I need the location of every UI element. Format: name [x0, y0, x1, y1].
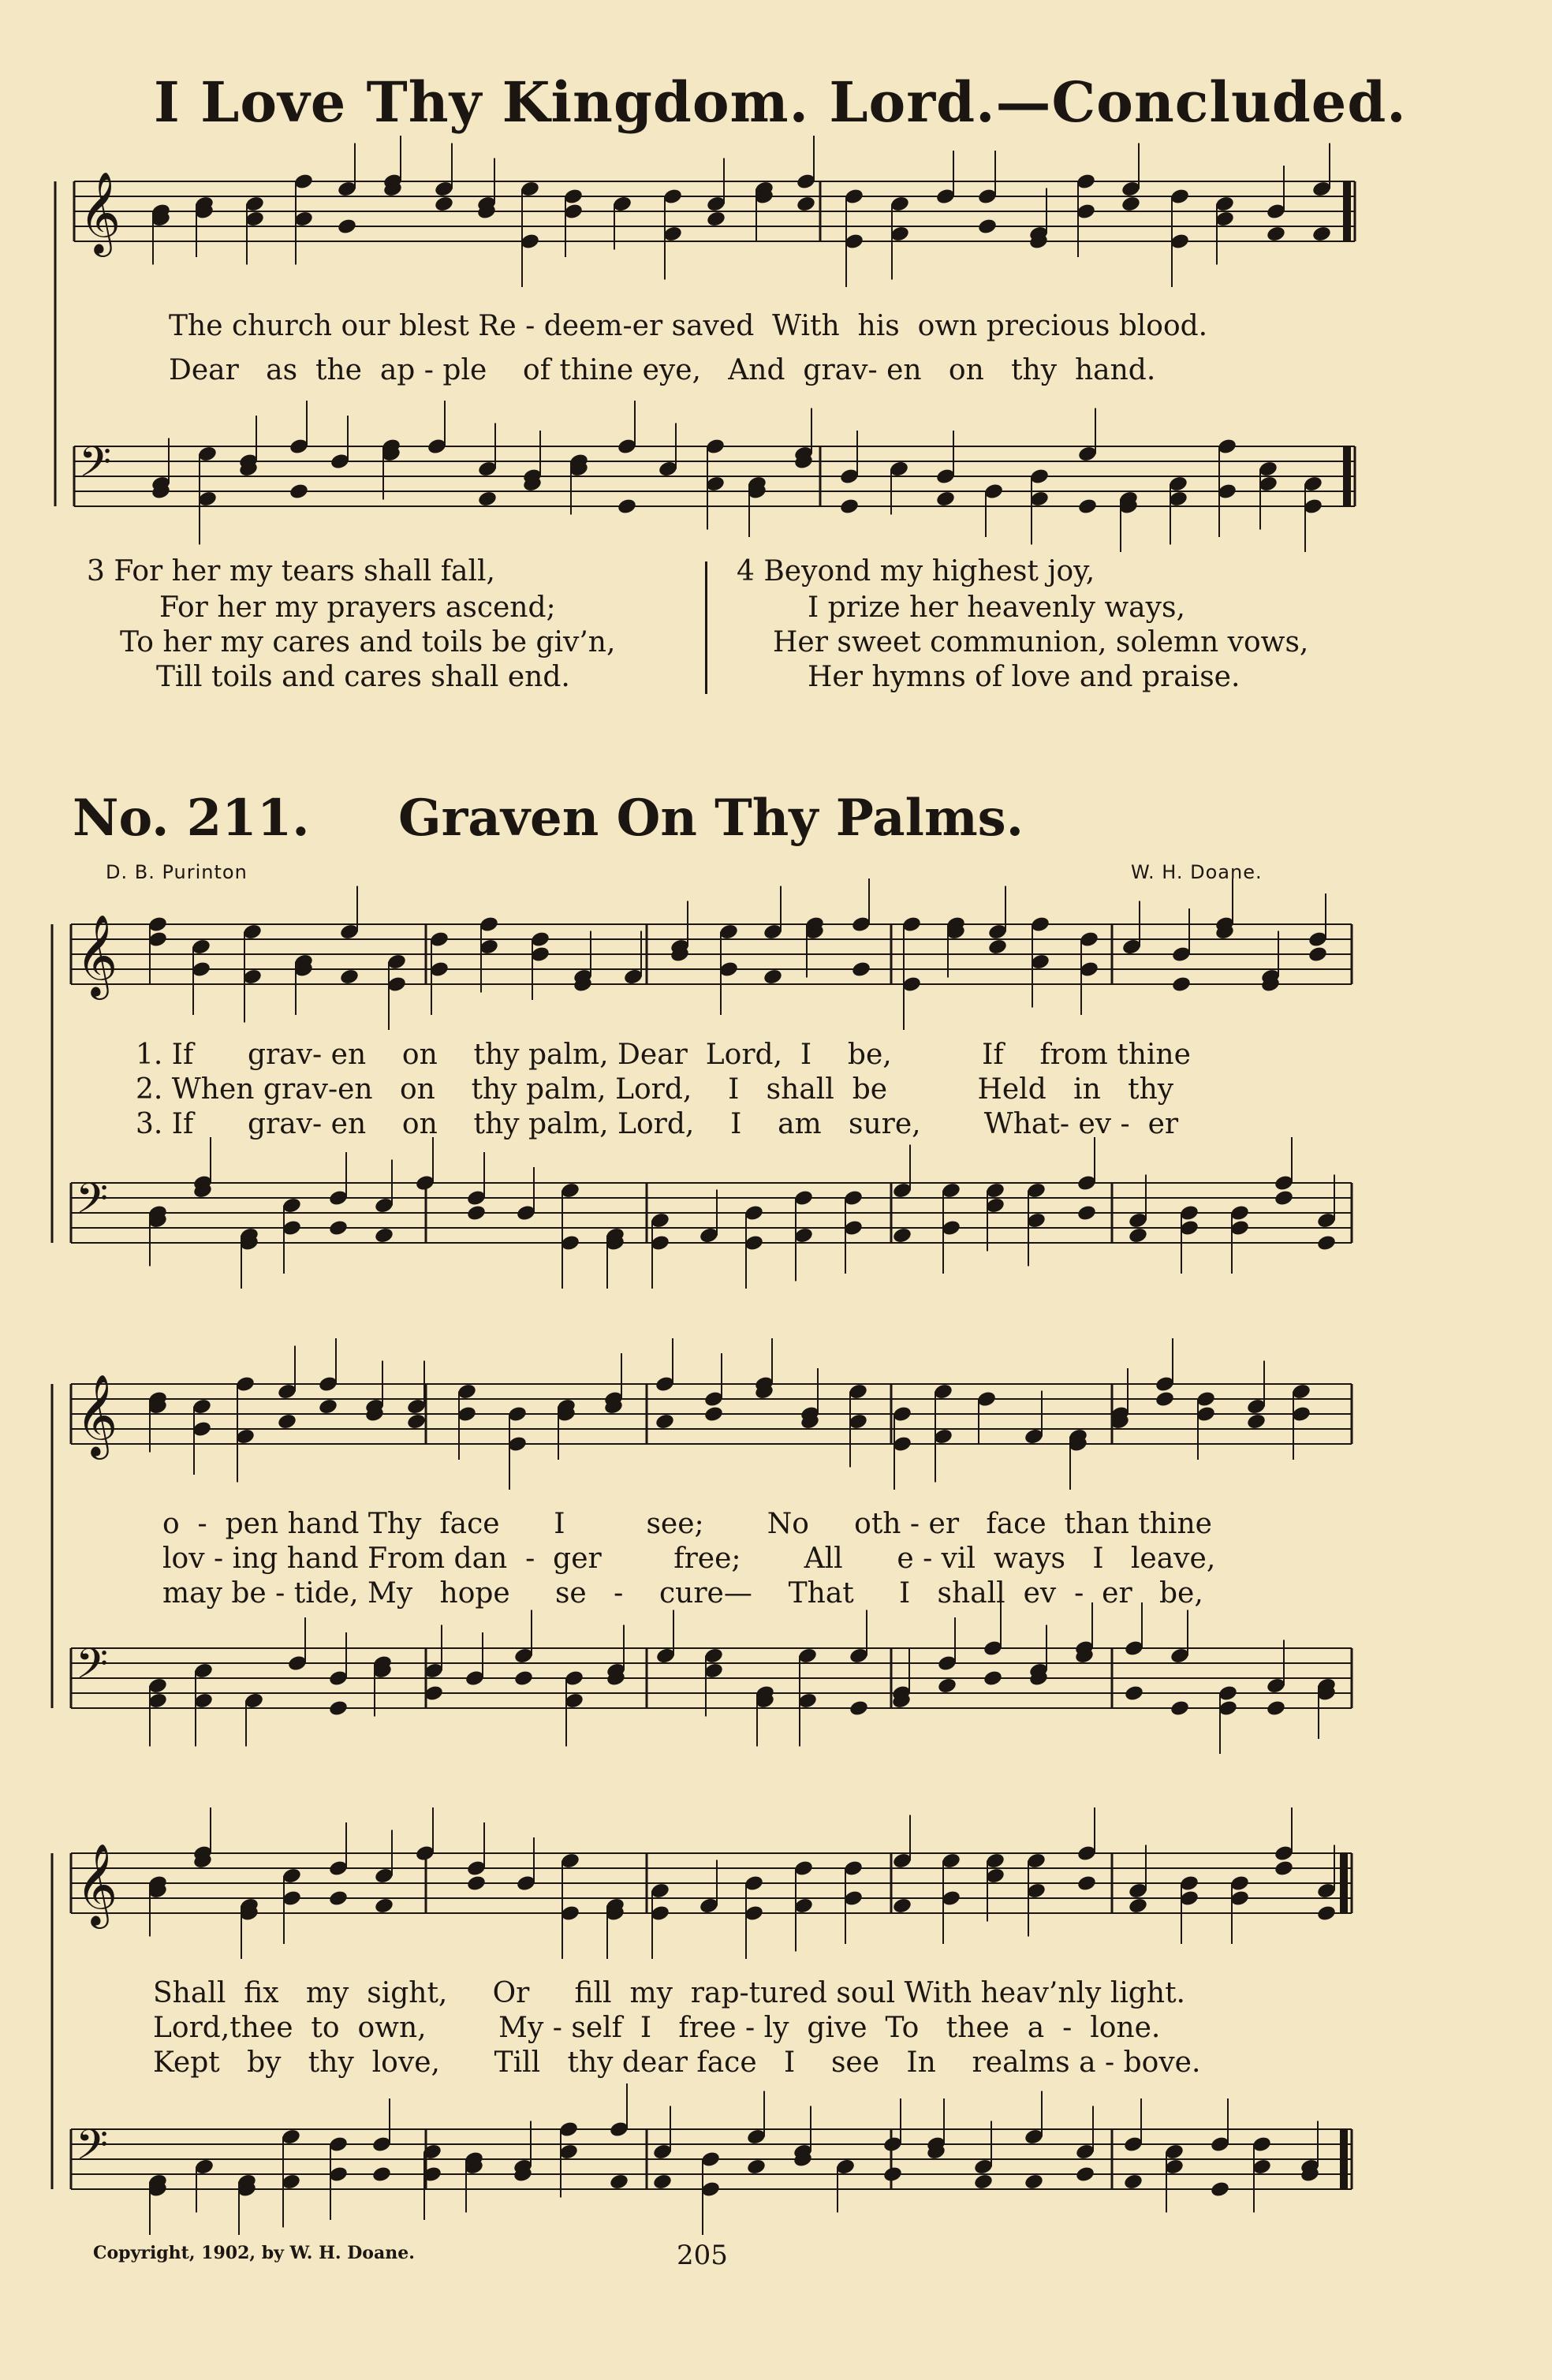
note-head — [318, 1397, 338, 1416]
lyric-line: Lord,thee to own, My - self I free - ly give To thee a - lone. — [153, 2012, 1161, 2044]
note-head — [1308, 946, 1328, 964]
note-head — [1123, 2173, 1143, 2191]
stanza-divider — [705, 561, 707, 694]
note-head — [406, 1412, 427, 1431]
lyric-line: The church our blest Re - deem-er saved With his own precious blood. — [169, 310, 1208, 342]
note-head — [1128, 1897, 1148, 1915]
note-head — [617, 498, 637, 516]
note-head — [882, 2166, 903, 2184]
lyric-line: Kept by thy love, Till thy dear face I see In realms a - bove. — [153, 2046, 1201, 2079]
note-head — [289, 483, 309, 501]
note-head — [1075, 2166, 1095, 2184]
lyric-line: lov - ing hand From dan - ger free; All e - vil ways I leave, — [162, 1543, 1216, 1575]
note-head — [1121, 195, 1141, 213]
note-head — [466, 1875, 487, 1893]
note-head — [1077, 498, 1098, 516]
note-head — [977, 218, 998, 236]
lyric-line: may be - tide, My hope se - cure— That I shall ev - er be, — [162, 1577, 1203, 1610]
note-head — [1274, 1860, 1294, 1878]
note-head — [1266, 1699, 1286, 1718]
note-head — [935, 490, 956, 508]
stanza-line: For her my prayers ascend; — [159, 591, 556, 624]
note-head — [1316, 1904, 1337, 1923]
page-number: 205 — [677, 2240, 728, 2271]
stanza-line: To her my cares and toils be giv’n, — [120, 626, 616, 658]
bass-clef-icon: 𝄢 — [76, 1175, 109, 1233]
note-head — [277, 1412, 297, 1431]
note-head — [839, 498, 860, 516]
note-head — [763, 968, 783, 986]
hymn-title: Graven On Thy Palms. — [398, 789, 1024, 848]
note-head — [1274, 1189, 1294, 1207]
note-head — [892, 1897, 912, 1915]
lyric-line: Shall fix my sight, Or fill my rap-tured soul With heav’nly light. — [153, 1977, 1185, 2009]
bass-clef-icon: 𝄢 — [79, 438, 112, 497]
composer-credit: W. H. Doane. — [1131, 861, 1263, 883]
note-head — [987, 938, 1008, 956]
note-head — [937, 1677, 957, 1695]
note-head — [1170, 1699, 1190, 1718]
copyright-notice: Copyright, 1902, by W. H. Doane. — [93, 2243, 415, 2263]
note-head — [746, 2158, 767, 2176]
note-head — [703, 1405, 724, 1423]
note-head — [1210, 2180, 1230, 2199]
note-head — [1124, 1684, 1144, 1703]
continued-hymn-title: I Love Thy Kingdom. Lord.—Concluded. — [154, 69, 1407, 135]
treble-clef-icon: 𝄞 — [76, 914, 118, 997]
stanza-line: I prize her heavenly ways, — [808, 591, 1185, 624]
note-head — [513, 1669, 534, 1688]
treble-clef-icon: 𝄞 — [79, 171, 121, 254]
note-head — [652, 2173, 673, 2191]
note-head — [1024, 2173, 1044, 2191]
note-head — [328, 1699, 349, 1718]
note-head — [328, 1219, 349, 1237]
author-credit: D. B. Purinton — [106, 861, 248, 883]
treble-clef-icon: 𝄞 — [76, 1843, 118, 1926]
note-head — [328, 1889, 349, 1908]
note-head — [851, 961, 871, 979]
stanza-line: 3 For her my tears shall fall, — [87, 555, 495, 588]
note-head — [983, 1669, 1003, 1688]
note-head — [1266, 225, 1286, 243]
note-head — [339, 968, 360, 986]
note-head — [1128, 1226, 1148, 1244]
bass-clef-icon: 𝄢 — [76, 1640, 109, 1699]
lyric-line: Dear as the ap - ple of thine eye, And grav- en on thy hand. — [169, 354, 1156, 386]
stanza-line: 4 Beyond my highest joy, — [737, 555, 1095, 588]
note-head — [434, 195, 454, 213]
lyric-line: 3. If grav- en on thy palm, Lord, I am sure, What- ev - er — [136, 1108, 1179, 1140]
note-head — [1246, 1412, 1267, 1431]
note-head — [655, 1412, 675, 1431]
note-head — [371, 2166, 392, 2184]
lyric-line: 2. When grav-en on thy palm, Lord, I shall be Held in thy — [136, 1073, 1174, 1106]
note-head — [1316, 1234, 1337, 1252]
note-head — [609, 2173, 629, 2191]
lyric-line: o - pen hand Thy face I see; No oth - er face than thine — [162, 1508, 1212, 1540]
note-head — [374, 1226, 394, 1244]
note-head — [892, 1226, 912, 1244]
note-head — [1155, 1390, 1175, 1408]
stanza-line: Till toils and cares shall end. — [156, 661, 570, 693]
note-head — [796, 195, 816, 213]
note-head — [849, 1699, 869, 1718]
note-head — [706, 210, 726, 228]
treble-clef-icon: 𝄞 — [76, 1374, 118, 1457]
note-head — [466, 1204, 487, 1222]
note-head — [337, 218, 357, 236]
note-head — [1311, 225, 1332, 243]
note-head — [374, 1897, 394, 1915]
stanza-line: Her sweet communion, solemn vows, — [773, 626, 1309, 658]
note-head — [477, 490, 498, 508]
note-head — [973, 2173, 994, 2191]
lyric-line: 1. If grav- en on thy palm, Dear Lord, I be, If from thine — [136, 1039, 1191, 1071]
bass-clef-icon: 𝄢 — [76, 2121, 109, 2180]
note-head — [1076, 1204, 1097, 1222]
hymn-number: No. 211. — [73, 789, 310, 848]
note-head — [1076, 1875, 1097, 1893]
note-head — [1171, 976, 1192, 994]
stanza-line: Her hymns of love and praise. — [808, 661, 1240, 693]
